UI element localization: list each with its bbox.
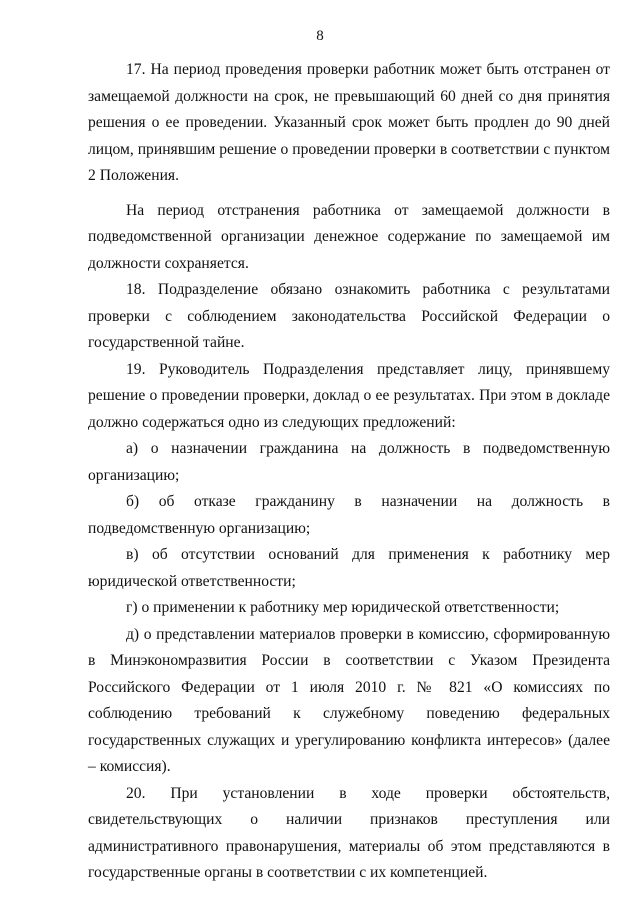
paragraph-19-item-b: б) об отказе гражданину в назначении на должность в подведомственную организацию;	[88, 493, 610, 537]
paragraph-19-item-g: г) о применении к работнику мер юридической ответственности;	[126, 599, 560, 616]
page-number: 8	[316, 28, 324, 44]
paragraph-19: 19. Руководитель Подразделения представляет лицу, принявшему решение о проведении проверки, доклад о ее результатах. При этом в докладе должно содержаться одно из следующих предложений:	[88, 360, 610, 431]
paragraph-17: 17. На период проведения проверки работник может быть отстранен от замещаемой должности на срок, не превышающий 60 дней со дня принятия решения о ее проведении. Указанный срок может быть продлен до 90 дней лицом, принявшим решение о проведении проверки в соответствии с пунктом 2 Положения.	[88, 61, 610, 184]
paragraph-19-item-v: в) об отсутствии оснований для применения к работнику мер юридической ответственности;	[88, 546, 610, 590]
document-body	[88, 57, 610, 887]
paragraph-18: 18. Подразделение обязано ознакомить работника с результатами проверки с соблюдением законодательства Российской Федерации о государственной тайне.	[88, 281, 610, 351]
paragraph-17-suspension-pay: На период отстранения работника от замещаемой должности в подведомственной организации денежное содержание по замещаемой им должности сохраняется.	[88, 201, 610, 272]
paragraph-20: 20. При установлении в ходе проверки обстоятельств, свидетельствующих о наличии признаков преступления или административного правонарушения, материалы об этом представляются в государственные органы в соответствии с их компетенцией.	[88, 784, 610, 881]
paragraph-19-item-a: а) о назначении гражданина на должность в подведомственную организацию;	[88, 440, 610, 484]
paragraph-19-item-d: д) о представлении материалов проверки в комиссию, сформированную в Минэкономразвития России в соответствии с Указом Президента Российского Федерации от 1 июля 2010 г. № 821 «О комиссиях по соблюдению требований к служебному поведению федеральных государственных служащих и урегулированию конфликта интересов» (далее – комиссия).	[88, 625, 610, 775]
